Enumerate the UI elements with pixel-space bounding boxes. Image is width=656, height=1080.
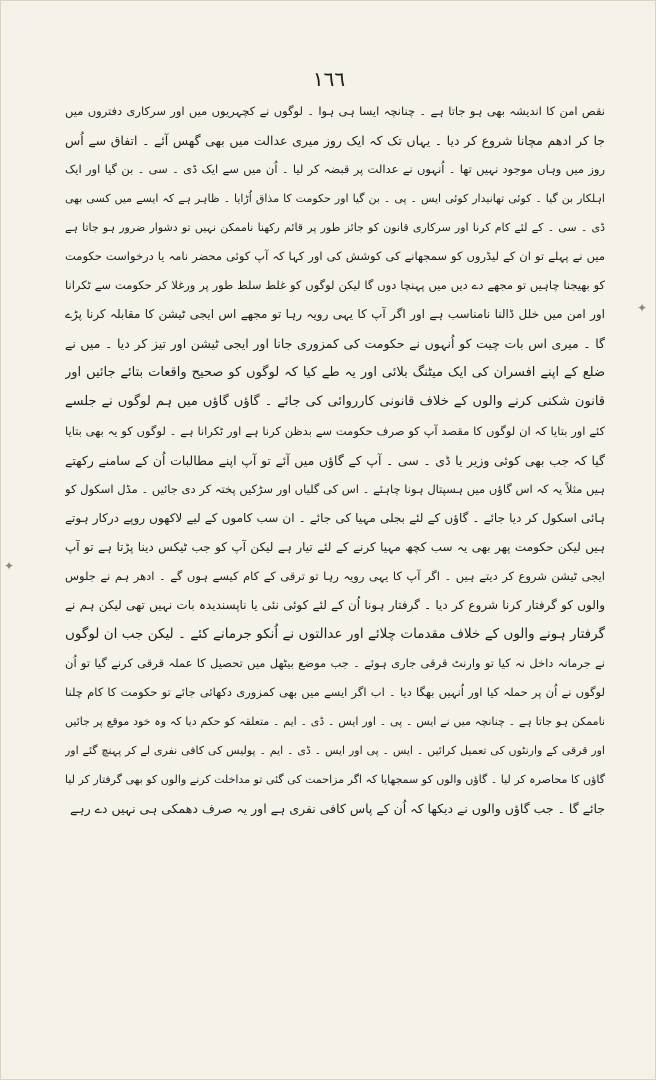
text-line: نقص امن کا اندیشہ بھی ہو جاتا ہے ۔ چنانچہ ایسا ہی ہوا ۔ لوگوں نے کچہریوں میں اور سرکاری دفتروں میں <box>65 104 605 118</box>
text-line: میں نے پہلے تو ان کے لیڈروں کو سمجھانے کی کوشش کی اور کہا کہ آپ کوئی محضر نامہ یا درخواست حکومت <box>65 249 605 264</box>
text-line: قانون شکنی کرنے والوں کے خلاف قانونی کارروائی کی جائے ۔ گاؤں گاؤں میں ہم لوگوں نے جلسے <box>65 394 605 410</box>
text-line: ضلع کے اپنے افسران کی ایک میٹنگ بلائی اور یہ طے کیا کہ لوگوں کو صحیح واقعات بتائے جائیں اور <box>65 365 605 381</box>
page-number: ١٦٦ <box>312 67 346 91</box>
text-line: ہائی اسکول کر دیا جائے ۔ گاؤں کے لئے بجلی مہیا کی جائے ۔ ان سب کاموں کے لیے لاکھوں روپے درکار ہوتے <box>65 510 605 525</box>
text-line: ایجی ٹیشن شروع کر دیتے ہیں ۔ اگر آپ کا یہی رویہ رہا تو ترقی کے کام کیسے ہوں گے ۔ ادھر ہم نے جلوس <box>65 568 605 583</box>
text-line: ڈی ۔ سی ۔ کے لئے کام کرنا اور سرکاری قانون کو جائز طور پر قائم رکھنا ناممکن نہیں تو دشوار ضرور ہو جاتا ہے <box>65 221 605 235</box>
text-line: نے جرمانہ داخل نہ کیا تو وارنٹ قرقی جاری ہوئے ۔ جب موضع بیٹھل میں تحصیل کا عملہ قرقی کرنے گیا تو اُن <box>65 655 605 670</box>
binding-hole-mark: ✦ <box>4 559 15 573</box>
text-line: اور قرقی کے وارنٹوں کی تعمیل کرائیں ۔ ایس ۔ پی اور ایس ۔ ڈی ۔ ایم ۔ پولیس کی کافی نفری لے کر پہنچ گئے اور <box>65 744 605 758</box>
text-line: گاؤں کا محاصرہ کر لیا ۔ گاؤں والوں کو سمجھایا کہ اگر مزاحمت کی گئی تو مداخلت کرنے والوں کو بھی گرفتار کر لیا <box>65 773 605 787</box>
text-line: اہلکار بن گیا ۔ کوئی تھانیدار کوئی ایس ۔ پی ۔ بن گیا اور حکومت کا مذاق اُڑایا ۔ ظاہر ہے کہ ایسے میں کسی بھی <box>65 192 605 206</box>
text-line: کئے اور بتایا کہ ان لوگوں کا مقصد آپ کو صرف حکومت سے بدظن کرنا ہے اور ٹکرانا ہے ۔ لوگوں کو یہ بھی بتایا <box>65 423 605 438</box>
text-line: ہیں لیکن حکومت پھر بھی یہ سب کچھ مہیا کرنے کے لئے تیار ہے لیکن آپ کو جب ٹیکس دینا پڑتا ہے تو آپ <box>65 539 605 554</box>
text-line: کو بھیجنا چاہیں تو مجھے دے دیں میں پہنچا دوں گا لیکن لوگوں کو غلط سلط طور پر ورغلا کر حکومت سے ٹکرانا <box>65 278 605 293</box>
text-line: گیا کہ جب بھی کوئی وزیر یا ڈی ۔ سی ۔ آپ کے گاؤں میں آئے تو آپ اپنے مطالبات اُن کے سامنے رکھتے <box>65 452 605 468</box>
text-line: گا ۔ میری اس بات چیت کو اُنہوں نے حکومت کی کمزوری جانا اور ایجی ٹیشن اور تیز کر دیا ۔ میں نے <box>65 336 605 352</box>
text-line: لوگوں نے اُن پر حملہ کیا اور اُنہیں بھگا دیا ۔ اب اگر ایسے میں بھی کمزوری دکھائی جائے تو حکومت کا کام چلنا <box>65 684 605 699</box>
page-body-text <box>65 97 605 823</box>
text-line: اور امن میں خلل ڈالنا نامناسب ہے اور اگر آپ کا یہی رویہ رہا تو مجھے اس ایجی ٹیشن کا مقابلہ کرنا پڑے <box>65 307 605 322</box>
text-line: جائے گا ۔ جب گاؤں والوں نے دیکھا کہ اُن کے پاس کافی نفری ہے اور یہ صرف دھمکی ہی نہیں دے رہے <box>69 801 605 817</box>
text-line: جا کر ادھم مچانا شروع کر دیا ۔ یہاں تک کہ ایک روز میری عدالت میں بھی گھس آئے ۔ اتفاق سے اُس <box>65 133 605 149</box>
text-line: گرفتار ہونے والوں کے خلاف مقدمات چلائے اور عدالتوں نے اُنکو جرمانے کئے ۔ لیکن جب ان لوگوں <box>65 625 605 642</box>
text-line: روز میں وہاں موجود نہیں تھا ۔ اُنہوں نے عدالت پر قبضہ کر لیا ۔ اُن میں سے ایک ڈی ۔ سی ۔ بن گیا اور ایک <box>65 162 605 177</box>
text-line: ہیں مثلاً یہ کہ اس گاؤں میں ہسپتال ہونا چاہئے ۔ اس کی گلیاں اور سڑکیں پختہ کر دی جائیں ۔ مڈل اسکول کو <box>65 481 605 496</box>
text-line: والوں کو گرفتار کرنا شروع کر دیا ۔ گرفتار ہونا اُن کے لئے کوئی نئی یا ناپسندیدہ بات نہیں تھی لیکن ہم نے <box>65 597 605 612</box>
text-line: ناممکن ہو جاتا ہے ۔ چنانچہ میں نے ایس ۔ پی ۔ اور ایس ۔ ڈی ۔ ایم ۔ متعلقہ کو حکم دیا کہ وہ خود موقع پر جائیں <box>65 714 605 728</box>
binding-hole-mark: ✦ <box>637 301 648 315</box>
